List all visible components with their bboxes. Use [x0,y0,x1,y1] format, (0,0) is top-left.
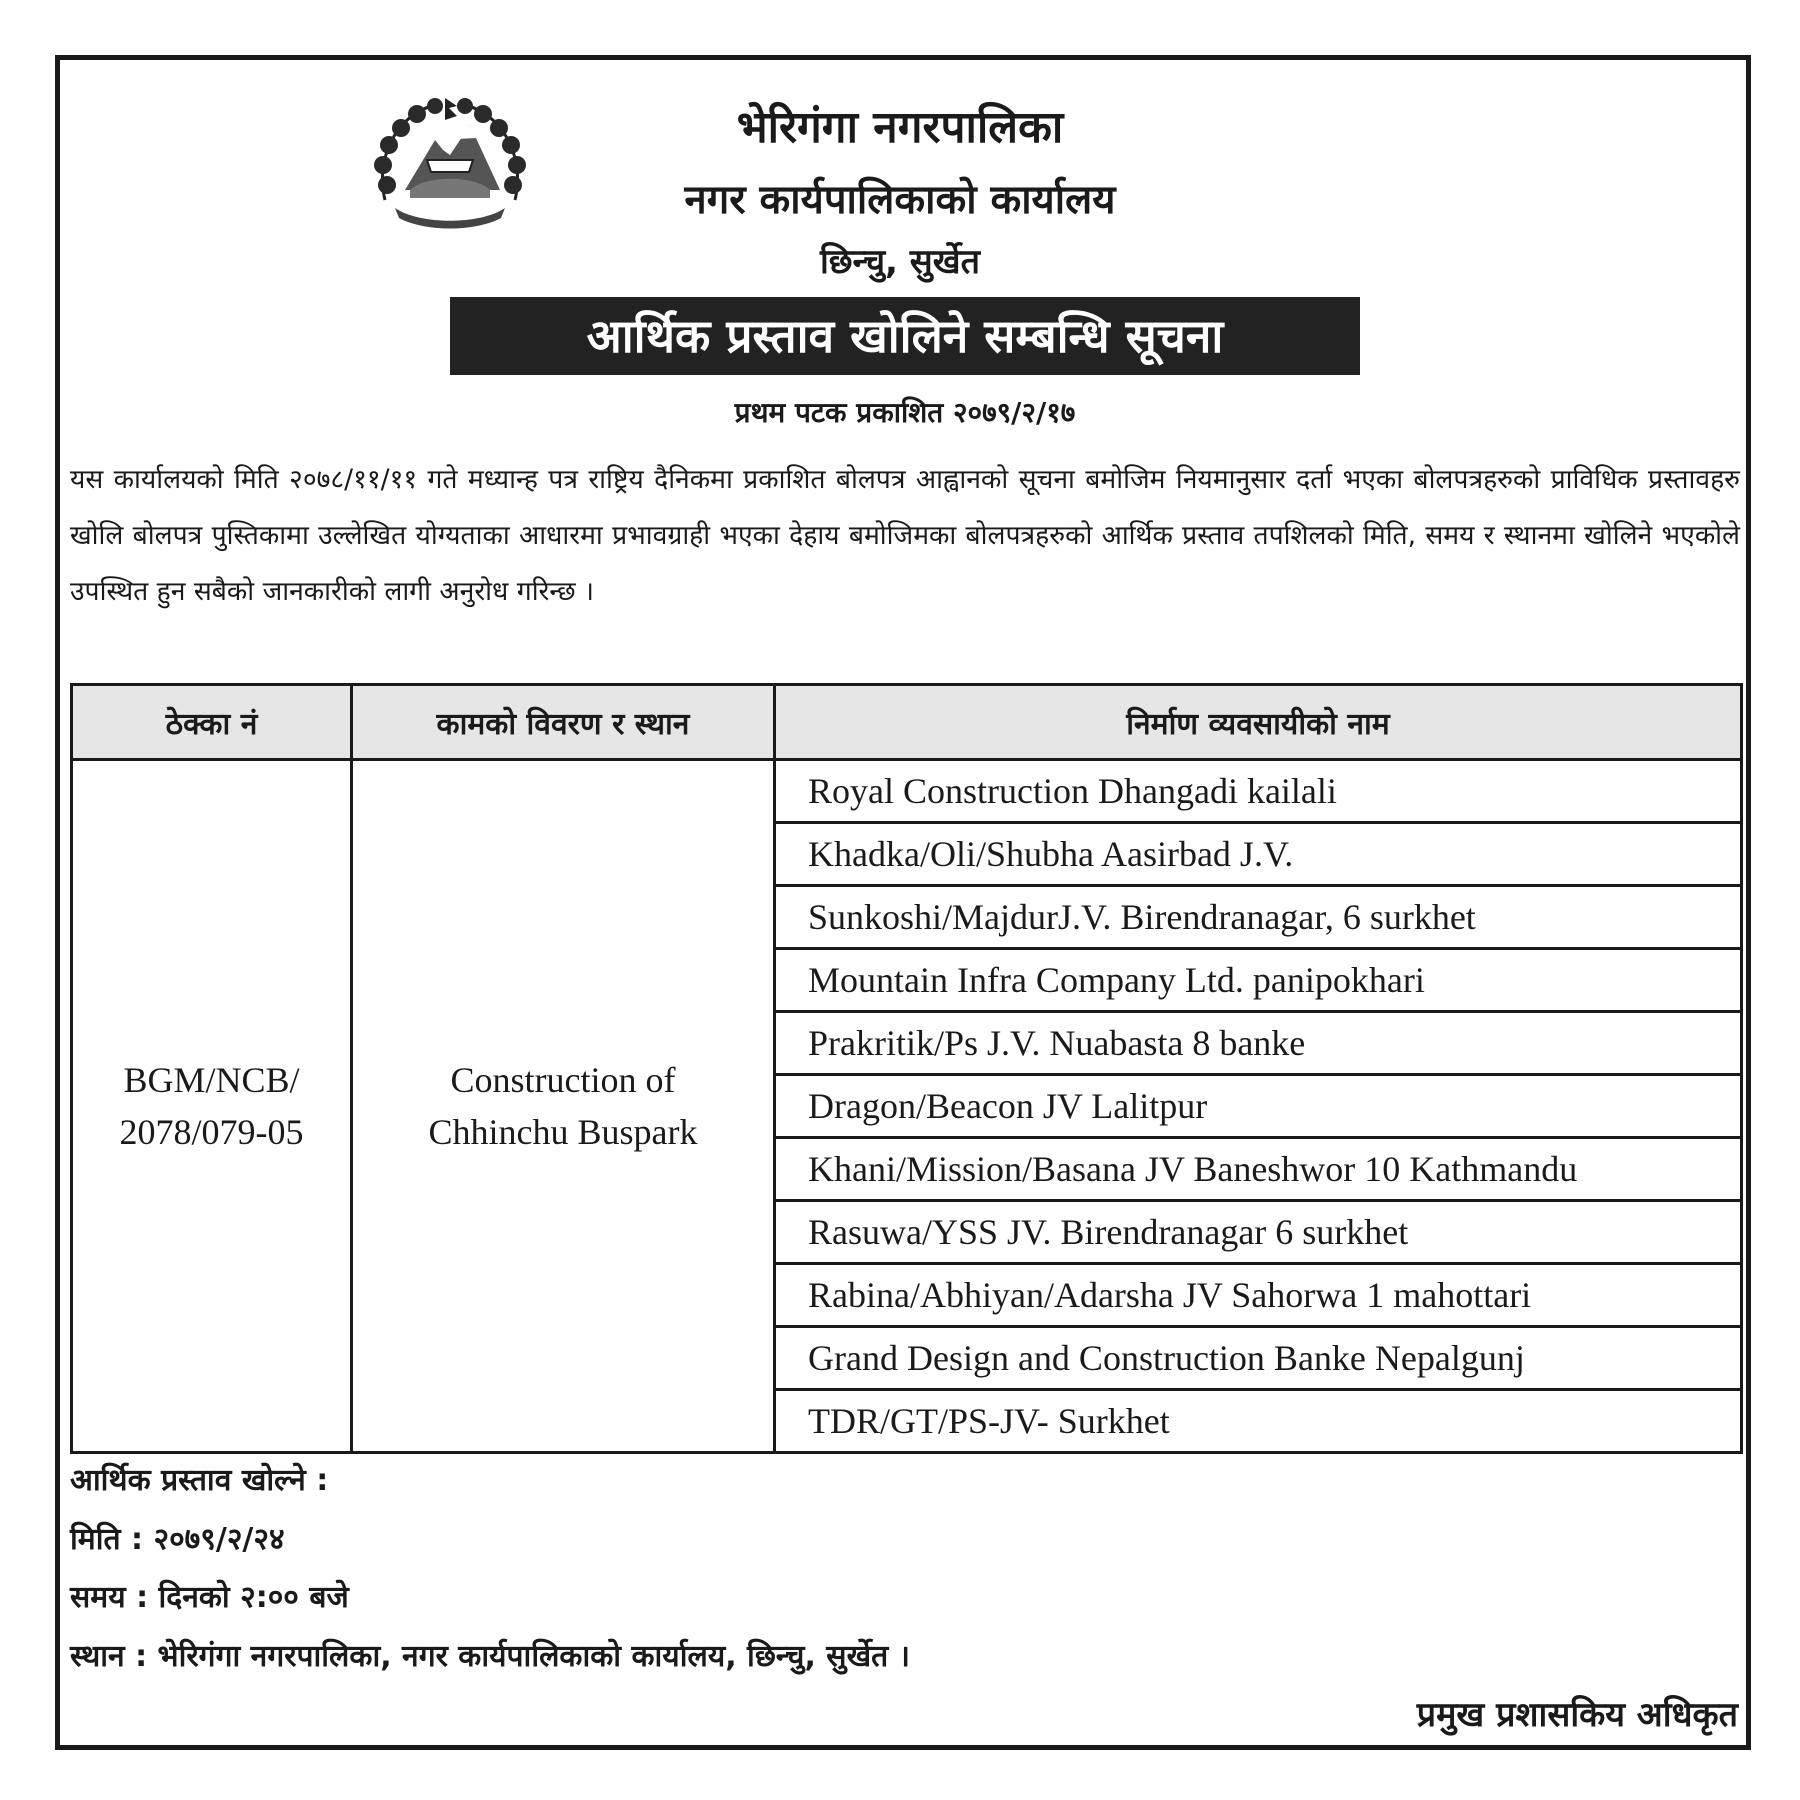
header-work-description: कामको विवरण र स्थान [352,685,775,760]
contractor-name: Rasuwa/YSS JV. Birendranagar 6 surkhet [775,1201,1742,1264]
header-contractor-name: निर्माण व्यवसायीको नाम [775,685,1742,760]
contractor-name: Dragon/Beacon JV Lalitpur [775,1075,1742,1138]
opening-time: समय : दिनको २:०० बजे [70,1580,349,1615]
bidders-table [70,683,1743,1454]
signatory-title: प्रमुख प्रशासकिय अधिकृत [1416,1695,1738,1735]
table-row [72,760,1742,823]
municipality-name: भेरिगंगा नगरपालिका [736,102,1064,153]
contractor-name: Mountain Infra Company Ltd. panipokhari [775,949,1742,1012]
notice-paragraph: यस कार्यालयको मिति २०७८/११/११ गते मध्यान्ह पत्र राष्ट्रिय दैनिकमा प्रकाशित बोलपत्र आह्वानको सूचना बमोजिम नियमानुसार दर्ता भएका बोलपत्रहरुको प्राविधिक प्रस्तावहरु खोलि बोलपत्र पुस्तिकामा उल्लेखित योग्यताका आधारमा प्रभावग्राही भएका देहाय बमोजिमका बोलपत्रहरुको आर्थिक प्रस्ताव तपशिलको मिति, समय र स्थानमा खोलिने भएकोले उपस्थित हुन सबैको जानकारीको लागी अनुरोध गरिन्छ । [70,464,1740,607]
work-description-line: Construction of [450,1060,676,1100]
office-location: छिन्चु, सुर्खेत [820,242,980,282]
header-contract-no: ठेक्का नं [72,685,352,760]
nepal-government-emblem [365,90,535,235]
contractor-name: Royal Construction Dhangadi kailali [775,760,1742,823]
table-header-row [72,685,1742,760]
contract-number-line: 2078/079-05 [119,1112,304,1152]
contractor-name: Grand Design and Construction Banke Nepalgunj [775,1327,1742,1390]
contractor-name: Sunkoshi/MajdurJ.V. Birendranagar, 6 surkhet [775,886,1742,949]
opening-label: आर्थिक प्रस्ताव खोल्ने : [70,1463,329,1498]
contract-number-cell [72,760,352,1453]
contractor-name: Prakritik/Ps J.V. Nuabasta 8 banke [775,1012,1742,1075]
work-description-cell [352,760,775,1453]
contractor-name: Rabina/Abhiyan/Adarsha JV Sahorwa 1 mahottari [775,1264,1742,1327]
contract-number-line: BGM/NCB/ [123,1060,300,1100]
opening-place: स्थान : भेरिगंगा नगरपालिका, नगर कार्यपालिकाको कार्यालय, छिन्चु, सुर्खेत । [70,1639,911,1674]
office-name: नगर कार्यपालिकाको कार्यालय [684,177,1116,223]
publication-date: प्रथम पटक प्रकाशित २०७९/२/१७ [734,396,1076,429]
contractor-name: Khani/Mission/Basana JV Baneshwor 10 Kathmandu [775,1138,1742,1201]
work-description-line: Chhinchu Buspark [428,1112,698,1152]
notice-title: आर्थिक प्रस्ताव खोलिने सम्बन्धि सूचना [450,297,1360,375]
contractor-name: Khadka/Oli/Shubha Aasirbad J.V. [775,823,1742,886]
opening-date: मिति : २०७९/२/२४ [70,1522,285,1557]
contractor-name: TDR/GT/PS-JV- Surkhet [775,1390,1742,1453]
